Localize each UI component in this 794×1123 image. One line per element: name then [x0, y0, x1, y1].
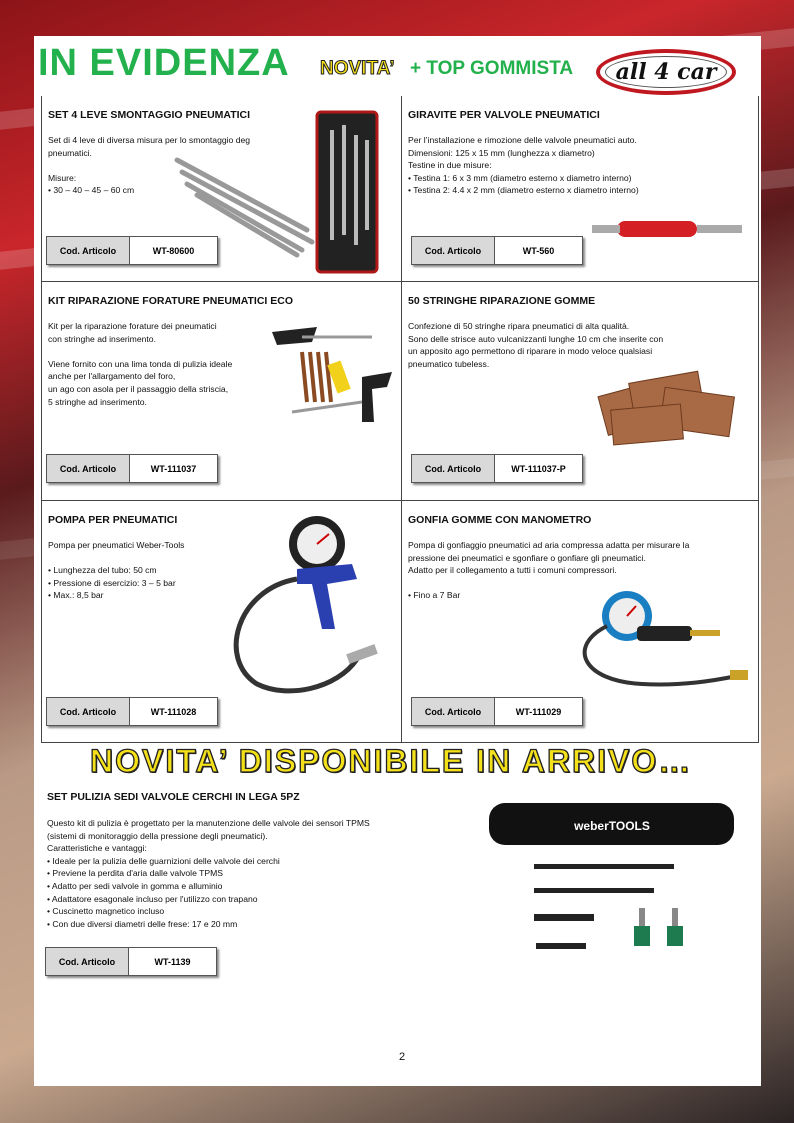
- product-description: Per l’installazione e rimozione delle valvole pneumatici auto. Dimensioni: 125 x 15 mm (lunghezza x diametro) Testine in due misure: • Testina 1: 6 x 3 mm (diametro esterno x diametro interno) • Testina 2: 4.4 x 2 mm (diametro esterno x diametro interno): [408, 135, 639, 196]
- product-card-kit-riparazione: [41, 282, 402, 501]
- page: [34, 36, 761, 1086]
- product-card-stringhe: [402, 282, 759, 501]
- repair-kit-image: [262, 317, 397, 432]
- product-title: POMPA PER PNEUMATICI: [48, 514, 178, 526]
- code-value: WT-111029: [495, 698, 582, 725]
- page-title: IN EVIDENZA: [38, 42, 290, 84]
- code-label: Cod. Articolo: [46, 948, 129, 975]
- repair-strings-image: [592, 357, 742, 452]
- product-description: Pompa di gonfiaggio pneumatici ad aria compressa adatta per misurare la pressione dei pneumatici e sgonfiare o gonfiare gli pneumatici. Adatto per il collegamento a tutti i comuni compressori. • Fino a 7 Bar: [408, 540, 690, 601]
- product-title: SET 4 LEVE SMONTAGGIO PNEUMATICI: [48, 109, 251, 121]
- code-label: Cod. Articolo: [47, 698, 130, 725]
- product-description: Confezione di 50 stringhe ripara pneumatici di alta qualità. Sono delle strisce auto vulcanizzanti lunghe 10 cm che inserite con un apposito ago permettono di riparare in modo veloce qualsiasi pneumatico tubeless.: [408, 321, 664, 369]
- feature-title: SET PULIZIA SEDI VALVOLE CERCHI IN LEGA 5PZ: [47, 791, 300, 803]
- article-code: [45, 947, 217, 976]
- product-title: 50 STRINGHE RIPARAZIONE GOMME: [408, 295, 596, 307]
- all4car-logo: [596, 49, 736, 95]
- product-title: GONFIA GOMME CON MANOMETRO: [408, 514, 592, 526]
- top-gommista-label: + TOP GOMMISTA: [410, 58, 574, 79]
- code-label: Cod. Articolo: [47, 237, 130, 264]
- code-label: Cod. Articolo: [412, 237, 495, 264]
- article-code: [46, 454, 218, 483]
- code-label: Cod. Articolo: [412, 455, 495, 482]
- inflator-gauge-image: [562, 586, 752, 696]
- code-value: WT-111037: [130, 455, 217, 482]
- code-value: WT-111028: [130, 698, 217, 725]
- feature-description: Questo kit di pulizia è progettato per la manutenzione delle valvole dei sensori TPMS (sistemi di monitoraggio della pressione degli pneumatici). Caratteristiche e vantaggi: • Ideale per la pulizia delle guarnizioni delle valvole dei cerchi • Previene la perdita d'aria dalle valvole TPMS • Adatto per sedi valvole in gomma e alluminio • Adattatore esagonale incluso per l'utilizzo con trapano • Cuscinetto magnetico incluso • Con due diversi diametri delle frese: 17 e 20 mm: [47, 818, 370, 929]
- pouch-brand-text: weberTOOLS: [574, 819, 650, 833]
- product-title: KIT RIPARAZIONE FORATURE PNEUMATICI ECO: [48, 295, 293, 307]
- product-title: GIRAVITE PER VALVOLE PNEUMATICI: [408, 109, 600, 121]
- code-value: WT-111037-P: [495, 455, 582, 482]
- product-description: Pompa per pneumatici Weber-Tools • Lunghezza del tubo: 50 cm • Pressione di esercizio: 3 – 5 bar • Max.: 8,5 bar: [48, 540, 185, 601]
- logo-text: all 4 car: [605, 56, 727, 88]
- valve-cleaning-set-image: [484, 798, 744, 963]
- valve-screwdriver-image: [592, 206, 752, 256]
- header: [34, 36, 761, 96]
- product-description: Set di 4 leve di diversa misura per lo smontaggio deg pneumatici. Misure: • 30 – 40 – 45 – 60 cm: [48, 135, 251, 196]
- article-code: [411, 236, 583, 265]
- product-description: Kit per la riparazione forature dei pneumatici con stringhe ad inserimento. Viene fornito con una lima tonda di pulizia ideale anche per l'allargamento del foro, un ago con asola per il passaggio della striscia, 5 stringhe ad inserimento.: [48, 321, 233, 407]
- novita-label: NOVITA’: [320, 58, 395, 79]
- article-code: [411, 454, 583, 483]
- product-card-gonfia-gomme: [402, 501, 759, 743]
- code-label: Cod. Articolo: [47, 455, 130, 482]
- tire-levers-image: [172, 110, 382, 275]
- product-card-pompa: [41, 501, 402, 743]
- code-value: WT-80600: [130, 237, 217, 264]
- tire-pump-image: [217, 509, 397, 699]
- product-card-giravite: [402, 96, 759, 282]
- code-label: Cod. Articolo: [412, 698, 495, 725]
- article-code: [411, 697, 583, 726]
- code-value: WT-1139: [129, 948, 216, 975]
- article-code: [46, 697, 218, 726]
- code-value: WT-560: [495, 237, 582, 264]
- product-card-leve: [41, 96, 402, 282]
- page-number: 2: [399, 1051, 406, 1063]
- novita-banner: NOVITA’ DISPONIBILE IN ARRIVO…: [90, 743, 693, 779]
